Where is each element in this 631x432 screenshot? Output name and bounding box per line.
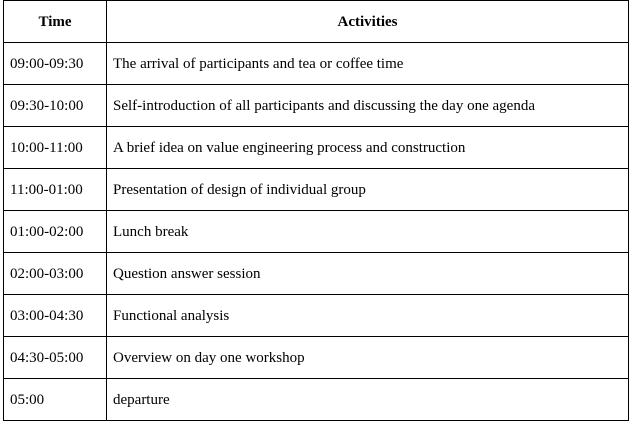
table-row [4,253,629,295]
table-body [4,43,629,421]
table-row [4,295,629,337]
time-cell: 03:00-04:30 [4,295,107,337]
time-cell: 04:30-05:00 [4,337,107,379]
activity-cell: Lunch break [107,211,629,253]
time-cell: 09:30-10:00 [4,85,107,127]
activity-cell: Self-introduction of all participants and discussing the day one agenda [107,85,629,127]
table-row [4,127,629,169]
table-row [4,169,629,211]
table-row [4,211,629,253]
header-activities: Activities [107,1,629,43]
activity-cell: Functional analysis [107,295,629,337]
activity-cell: Presentation of design of individual group [107,169,629,211]
activity-cell: Question answer session [107,253,629,295]
activity-cell: departure [107,379,629,421]
time-cell: 09:00-09:30 [4,43,107,85]
header-row [4,1,629,43]
schedule-table [3,0,629,421]
header-time: Time [4,1,107,43]
table-row [4,379,629,421]
table-row [4,85,629,127]
activity-cell: Overview on day one workshop [107,337,629,379]
table-row [4,337,629,379]
time-cell: 05:00 [4,379,107,421]
time-cell: 10:00-11:00 [4,127,107,169]
table-header [4,1,629,43]
time-cell: 11:00-01:00 [4,169,107,211]
activity-cell: The arrival of participants and tea or coffee time [107,43,629,85]
table-row [4,43,629,85]
time-cell: 02:00-03:00 [4,253,107,295]
activity-cell: A brief idea on value engineering process and construction [107,127,629,169]
time-cell: 01:00-02:00 [4,211,107,253]
